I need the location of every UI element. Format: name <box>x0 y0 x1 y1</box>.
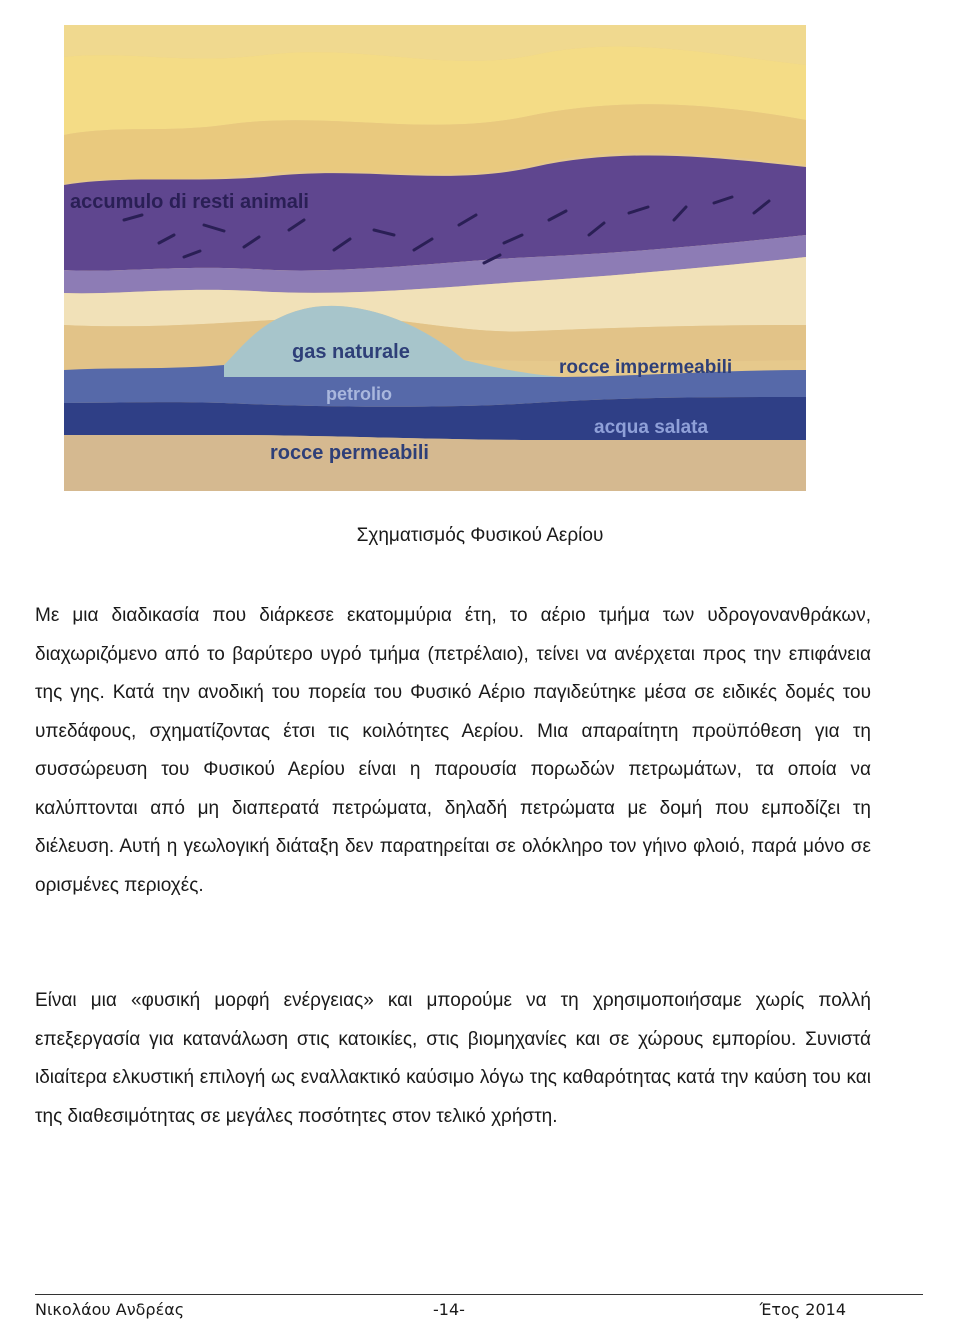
paragraph-1: Με μια διαδικασία που διάρκεσε εκατομμύρια έτη, το αέριο τμήμα των υδρογονανθράκων, διαχωριζόμενο από το βαρύτερο υγρό τμήμα (πετρέλαιο), τείνει να ανέρχεται προς την επιφάνεια της γης. Κατά την ανοδική του πορεία του Φυσικό Αέριο παγιδεύτηκε μέσα σε ειδικές δομές του υπεδάφους, σχηματίζοντας έτσι τις κοιλότητες Αερίου. Μια απαραίτητη προϋπόθεση για τη συσσώρευση του Φυσικού Αερίου είναι η παρουσία πορωδών πετρωμάτων, τα οποία να καλύπτονται από μη διαπερατά πετρώματα, δηλαδή πετρώματα με δομή που εμποδίζει τη διέλευση. Αυτή η γεωλογική διάταξη δεν παρατηρείται σε ολόκληρο τον γήινο φλοιό, παρά μόνο σε ορισμένες περιοχές. <box>35 605 871 896</box>
figure-caption: Σχηματισμός Φυσικού Αερίου <box>356 525 604 546</box>
label-petroleum: petrolio <box>326 384 392 404</box>
footer-year: Έτος 2014 <box>759 1300 846 1319</box>
footer-page-number: -14- <box>433 1300 465 1319</box>
label-animal-remains: accumulo di resti animali <box>70 191 309 213</box>
permeable-rocks <box>64 435 806 491</box>
label-salt-water: acqua salata <box>594 417 709 438</box>
label-impermeable-rocks: rocce impermeabili <box>559 357 733 378</box>
footer-author: Νικολάου Ανδρέας <box>35 1300 185 1319</box>
page-footer <box>35 1294 923 1325</box>
geology-figure <box>64 25 806 491</box>
geology-cross-section <box>64 25 806 491</box>
label-permeable-rocks: rocce permeabili <box>270 442 429 464</box>
paragraph-2: Είναι μια «φυσική μορφή ενέργειας» και μπορούμε να τη χρησιμοποιήσαμε χωρίς πολλή επεξεργασία για κατανάλωση στις κατοικίες, στις βιομηχανίες και σε χώρους εμπορίου. Συνιστά ιδιαίτερα ελκυστική επιλογή ως εναλλακτικό καύσιμο λόγω της καθαρότητας κατά την καύση του και της διαθεσιμότητας σε μεγάλες ποσότητες στον τελικό χρήστη. <box>35 990 871 1127</box>
label-natural-gas: gas naturale <box>292 341 410 363</box>
